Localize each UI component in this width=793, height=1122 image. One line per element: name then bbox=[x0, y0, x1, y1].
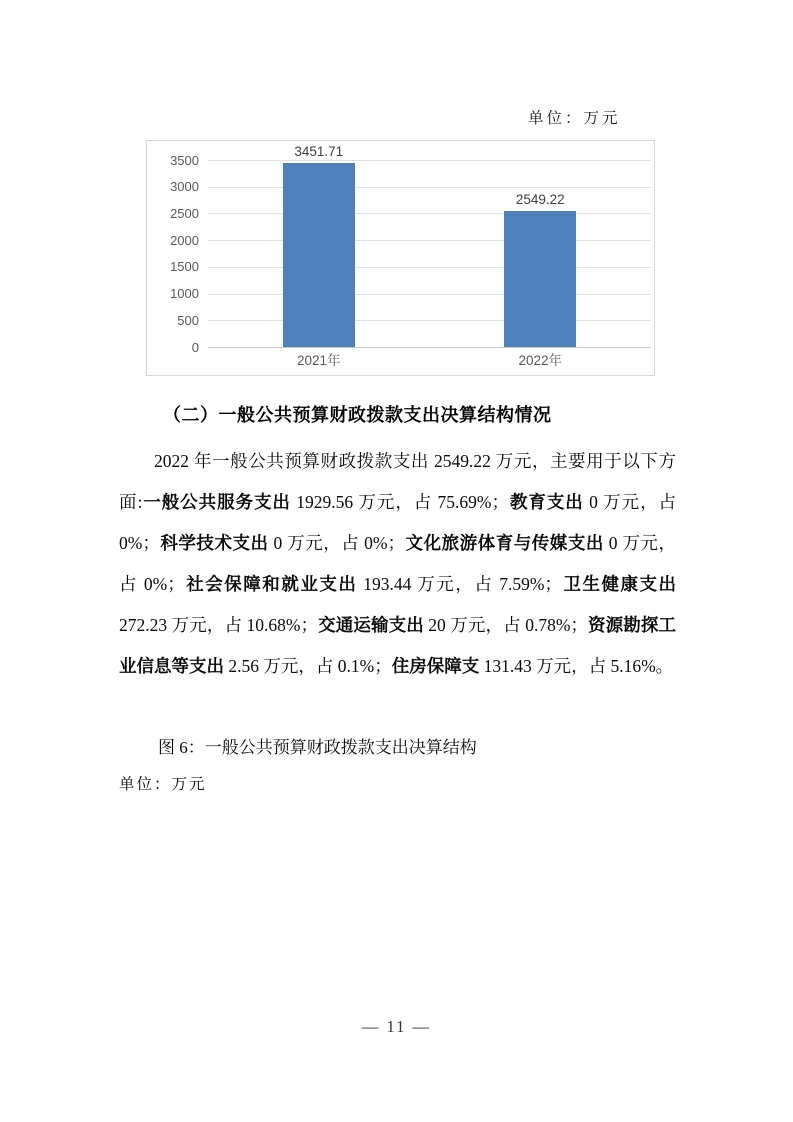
x-axis-category-label: 2021年 bbox=[296, 353, 341, 368]
body-text-run: 2022 年一般公共预算财政拨款支出 2549.22 万元，主要用于以下方面: bbox=[119, 451, 676, 512]
section-heading: （二）一般公共预算财政拨款支出决算结构情况 bbox=[163, 405, 552, 425]
bar-value-label: 3451.71 bbox=[294, 143, 344, 159]
body-text-run: 0 万元，占 0%； bbox=[119, 492, 677, 553]
expense-category-name: 资源勘探工业信息等支出 bbox=[119, 615, 677, 676]
figure-caption: 图 6：一般公共预算财政拨款支出决算结构 bbox=[158, 738, 477, 757]
y-gridline bbox=[208, 294, 651, 295]
expense-category-name: 科学技术支出 bbox=[159, 533, 269, 553]
body-text-run: 193.44 万元，占 7.59%； bbox=[357, 574, 562, 594]
y-axis-tick-label: 500 bbox=[177, 312, 199, 328]
expense-category-name: 社会保障和就业支出 bbox=[184, 574, 358, 594]
y-gridline bbox=[208, 267, 651, 268]
body-text-run: 1929.56 万元，占 75.69%； bbox=[290, 492, 509, 512]
bar-value-label: 2549.22 bbox=[515, 191, 565, 207]
y-axis-tick-label: 2000 bbox=[170, 232, 199, 248]
y-axis-tick-label: 3500 bbox=[170, 152, 199, 168]
body-text-run: 0 万元，占 0%； bbox=[268, 533, 405, 553]
page-number: — 11 — bbox=[361, 1017, 432, 1036]
expense-category-name: 住房保障支 bbox=[391, 656, 480, 676]
y-axis-tick-label: 1000 bbox=[170, 286, 199, 302]
x-axis-line bbox=[208, 347, 651, 348]
unit-label-bottom: 单位：万元 bbox=[119, 776, 207, 793]
expense-category-name: 文化旅游体育与传媒支出 bbox=[405, 533, 604, 553]
chart-unit-label: 单位：万元 bbox=[528, 110, 621, 127]
x-axis-category-label: 2022年 bbox=[518, 353, 563, 368]
bar-2022年 bbox=[504, 211, 576, 347]
expense-category-name: 一般公共服务支出 bbox=[142, 492, 291, 512]
body-text-run: 272.23 万元，占 10.68%； bbox=[119, 615, 319, 635]
y-gridline bbox=[208, 187, 651, 188]
body-text-run: 131.43 万元，占 5.16%。 bbox=[479, 656, 674, 676]
y-gridline bbox=[208, 320, 651, 321]
y-axis-tick-label: 2500 bbox=[170, 205, 199, 221]
y-gridline bbox=[208, 240, 651, 241]
bar-chart bbox=[146, 140, 655, 376]
body-text-run: 2.56 万元，占 0.1%； bbox=[224, 656, 392, 676]
y-axis-tick-label: 3000 bbox=[170, 179, 199, 195]
body-text-run: 20 万元，占 0.78%； bbox=[423, 615, 588, 635]
y-axis-tick-label: 0 bbox=[191, 339, 199, 355]
bar-2021年 bbox=[283, 163, 355, 347]
expense-category-name: 教育支出 bbox=[509, 492, 584, 512]
body-text-run: 0 万元，占 0%； bbox=[119, 533, 677, 594]
y-gridline bbox=[208, 213, 651, 214]
y-gridline bbox=[208, 160, 651, 161]
expense-category-name: 卫生健康支出 bbox=[561, 574, 677, 594]
expense-category-name: 交通运输支出 bbox=[318, 615, 424, 635]
body-paragraph bbox=[119, 441, 676, 687]
y-axis-tick-label: 1500 bbox=[170, 259, 199, 275]
